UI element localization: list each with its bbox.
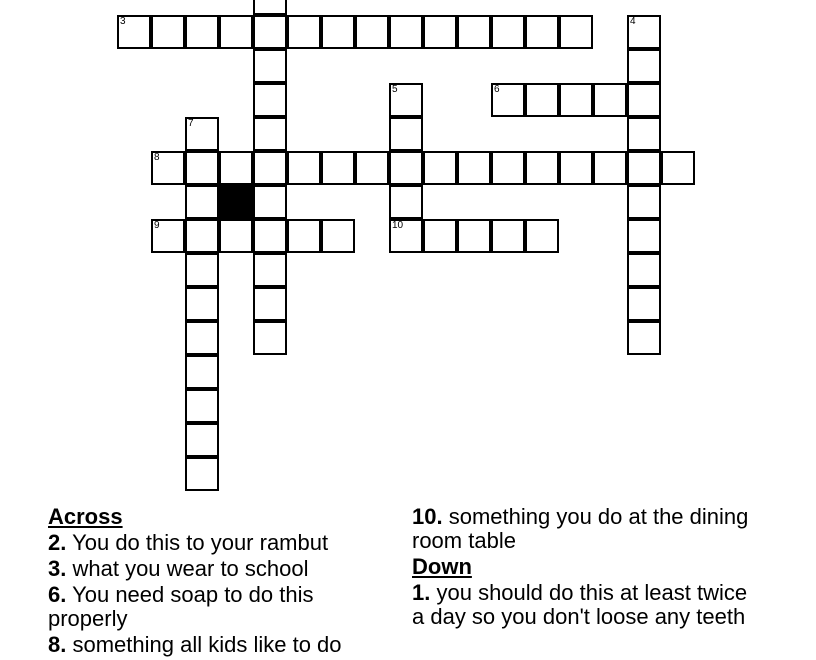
grid-cell[interactable] xyxy=(627,15,661,49)
grid-cell[interactable] xyxy=(253,321,287,355)
grid-cell[interactable] xyxy=(253,287,287,321)
clue-text: what you wear to school xyxy=(72,556,309,581)
grid-cell[interactable] xyxy=(253,15,287,49)
grid-cell[interactable] xyxy=(321,219,355,253)
grid-cell[interactable] xyxy=(627,219,661,253)
grid-cell[interactable] xyxy=(559,15,593,49)
grid-cell[interactable] xyxy=(457,15,491,49)
grid-cell[interactable] xyxy=(627,151,661,185)
clue-number-label: 6 xyxy=(494,84,500,95)
across-heading: Across xyxy=(48,504,123,529)
clues-column-left xyxy=(48,505,378,659)
grid-cell[interactable] xyxy=(287,219,321,253)
grid-cell[interactable] xyxy=(627,49,661,83)
clue-across-6 xyxy=(48,583,378,631)
clue-number: 8. xyxy=(48,632,67,657)
grid-cell[interactable] xyxy=(627,321,661,355)
grid-cell[interactable] xyxy=(117,15,151,49)
clue-text: You need soap to do this properly xyxy=(48,582,314,631)
down-heading: Down xyxy=(412,554,472,579)
grid-cell[interactable] xyxy=(423,15,457,49)
clue-across-8 xyxy=(48,633,378,657)
grid-cell[interactable] xyxy=(423,219,457,253)
clue-across-2 xyxy=(48,531,378,555)
grid-cell[interactable] xyxy=(525,151,559,185)
grid-cell[interactable] xyxy=(559,83,593,117)
grid-cell[interactable] xyxy=(185,389,219,423)
grid-cell[interactable] xyxy=(253,253,287,287)
grid-cell[interactable] xyxy=(525,219,559,253)
clue-across-10 xyxy=(412,505,752,553)
grid-cell[interactable] xyxy=(389,117,423,151)
clue-number: 10. xyxy=(412,504,443,529)
grid-cell[interactable] xyxy=(491,151,525,185)
grid-cell[interactable] xyxy=(355,151,389,185)
grid-cell[interactable] xyxy=(457,219,491,253)
grid-cell[interactable] xyxy=(253,83,287,117)
grid-cell[interactable] xyxy=(253,117,287,151)
grid-cell[interactable] xyxy=(185,457,219,491)
grid-cell[interactable] xyxy=(491,15,525,49)
clue-down-1 xyxy=(412,581,752,629)
grid-cell[interactable] xyxy=(185,287,219,321)
grid-cell[interactable] xyxy=(389,219,423,253)
grid-cell[interactable] xyxy=(287,151,321,185)
grid-cell[interactable] xyxy=(593,151,627,185)
clue-number-label: 8 xyxy=(154,152,160,163)
grid-cell[interactable] xyxy=(253,185,287,219)
grid-cell[interactable] xyxy=(627,117,661,151)
clue-number: 1. xyxy=(412,580,431,605)
grid-cell[interactable] xyxy=(185,117,219,151)
grid-cell[interactable] xyxy=(151,151,185,185)
grid-cell[interactable] xyxy=(253,219,287,253)
grid-cell[interactable] xyxy=(593,83,627,117)
grid-cell[interactable] xyxy=(185,185,219,219)
clue-number: 6. xyxy=(48,582,67,607)
grid-cell[interactable] xyxy=(525,15,559,49)
grid-cell[interactable] xyxy=(661,151,695,185)
grid-cell[interactable] xyxy=(389,15,423,49)
grid-cell[interactable] xyxy=(355,15,389,49)
grid-cell[interactable] xyxy=(321,15,355,49)
black-square xyxy=(219,185,253,219)
clue-text: you should do this at least twice a day so you don't loose any teeth xyxy=(412,580,748,629)
grid-cell[interactable] xyxy=(253,0,287,15)
grid-cell[interactable] xyxy=(151,219,185,253)
clue-number: 3. xyxy=(48,556,67,581)
clue-number-label: 7 xyxy=(188,118,194,129)
grid-cell[interactable] xyxy=(151,15,185,49)
grid-cell[interactable] xyxy=(491,219,525,253)
grid-cell[interactable] xyxy=(627,287,661,321)
grid-cell[interactable] xyxy=(219,219,253,253)
grid-cell[interactable] xyxy=(321,151,355,185)
clues-column-right xyxy=(412,505,752,631)
clue-across-3 xyxy=(48,557,378,581)
grid-cell[interactable] xyxy=(253,49,287,83)
grid-cell[interactable] xyxy=(219,151,253,185)
clue-text: something you do at the dining room table xyxy=(412,504,749,553)
grid-cell[interactable] xyxy=(525,83,559,117)
grid-cell[interactable] xyxy=(423,151,457,185)
grid-cell[interactable] xyxy=(389,185,423,219)
clue-text: You do this to your rambut xyxy=(72,530,329,555)
clue-number-label: 4 xyxy=(630,16,636,27)
grid-cell[interactable] xyxy=(389,83,423,117)
grid-cell[interactable] xyxy=(559,151,593,185)
grid-cell[interactable] xyxy=(185,321,219,355)
grid-cell[interactable] xyxy=(185,15,219,49)
clue-number-label: 5 xyxy=(392,84,398,95)
clue-number: 2. xyxy=(48,530,67,555)
grid-cell[interactable] xyxy=(627,253,661,287)
clue-number-label: 3 xyxy=(120,16,126,27)
grid-cell[interactable] xyxy=(185,355,219,389)
grid-cell[interactable] xyxy=(627,83,661,117)
grid-cell[interactable] xyxy=(491,83,525,117)
grid-cell[interactable] xyxy=(219,15,253,49)
clue-number-label: 10 xyxy=(392,220,404,231)
grid-cell[interactable] xyxy=(627,185,661,219)
grid-cell[interactable] xyxy=(185,423,219,457)
clue-number-label: 9 xyxy=(154,220,160,231)
grid-cell[interactable] xyxy=(185,151,219,185)
grid-cell[interactable] xyxy=(457,151,491,185)
clue-text: something all kids like to do xyxy=(72,632,342,657)
grid-cell[interactable] xyxy=(389,151,423,185)
grid-cell[interactable] xyxy=(185,253,219,287)
grid-cell[interactable] xyxy=(287,15,321,49)
grid-cell[interactable] xyxy=(185,219,219,253)
grid-cell[interactable] xyxy=(253,151,287,185)
